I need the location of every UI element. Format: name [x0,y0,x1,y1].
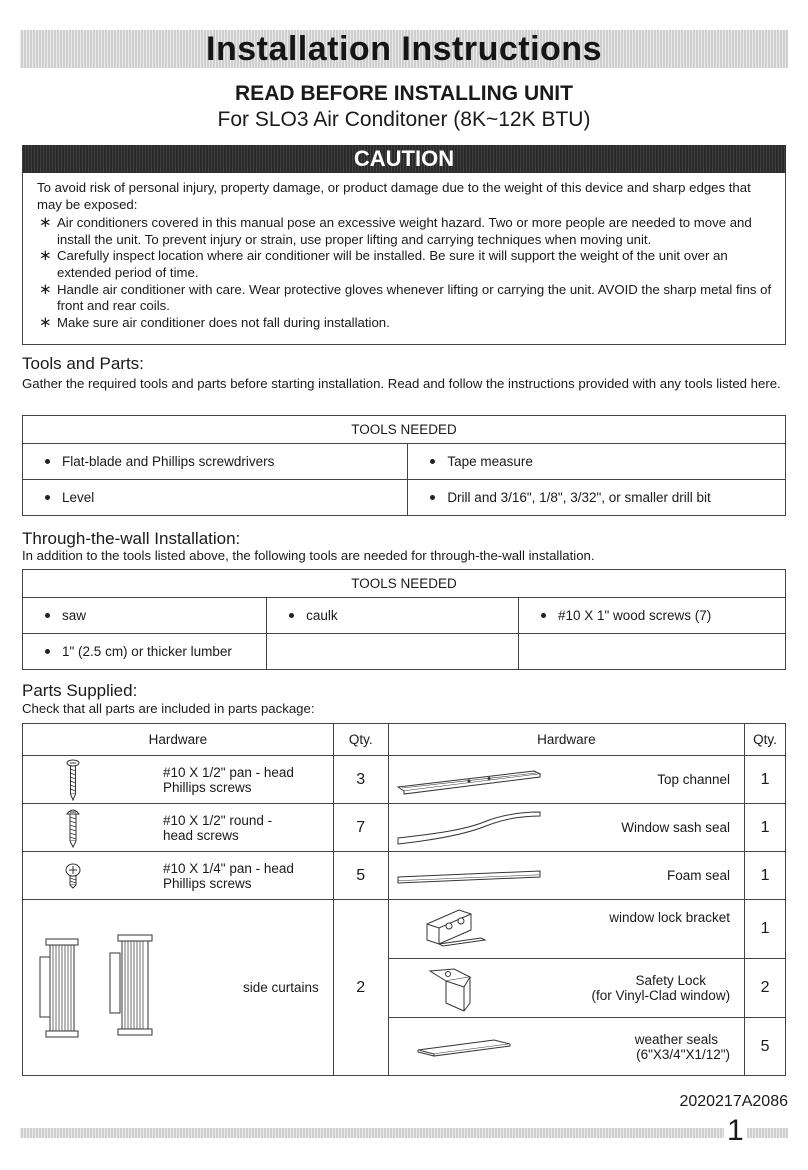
lock-bracket-icon [389,904,519,954]
part-cell [388,756,744,804]
asterisk-icon: ∗ [39,280,52,298]
tools-table-header: TOOLS NEEDED [23,416,786,444]
page-title: Installation Instructions [206,30,602,68]
part-qty: 2 [333,900,388,1076]
caution-banner [22,145,786,173]
part-cell [23,900,334,1076]
tools-parts-text: Gather the required tools and parts before starting installation. Read and follow the instructions provided with any tools listed here. [22,376,781,391]
part-name: #10 X 1/2" round - head screws [163,812,273,843]
part-name-block [539,1032,744,1062]
page-number: 1 [724,1114,747,1148]
through-wall-tools-table [22,569,786,670]
hardware-column-header: Hardware [388,724,744,756]
bullet-icon [45,459,50,464]
tool-item: #10 X 1" wood screws (7) [518,598,785,634]
qty-column-header: Qty. [745,724,786,756]
part-cell [23,756,334,804]
part-qty: 5 [333,852,388,900]
document-number: 2020217A2086 [679,1093,788,1110]
asterisk-icon: ∗ [39,214,52,232]
part-name: side curtains [243,980,319,995]
empty-cell [518,634,785,670]
part-cell [23,852,334,900]
qty-column-header: Qty. [333,724,388,756]
through-wall-text: In addition to the tools listed above, the following tools are needed for through-the-wall installation. [22,548,595,563]
caution-intro: To avoid risk of personal injury, property damage, or product damage due to the weight of this device and sharp edges that may be exposed: [37,180,751,212]
parts-supplied-heading: Parts Supplied: [22,681,138,700]
bullet-icon [289,613,294,618]
bullet-icon [45,649,50,654]
safety-lock-icon [389,963,519,1013]
part-name: Foam seal [667,868,731,883]
bullet-icon [45,613,50,618]
part-cell [388,900,744,959]
part-name: Safety Lock [635,973,707,988]
asterisk-icon: ∗ [39,313,52,331]
tools-table-header: TOOLS NEEDED [23,570,786,598]
part-name-detail: (6"X3/4"X1/12") [636,1046,731,1062]
tool-item: saw [23,598,267,634]
model-subtitle: For SLO3 Air Conditoner (8K~12K BTU) [217,108,591,131]
tool-item: Tape measure [408,444,786,480]
tool-item: caulk [267,598,519,634]
hardware-column-header: Hardware [23,724,334,756]
weather-seal-icon [389,1036,539,1058]
part-qty: 3 [333,756,388,804]
pan-head-screw-icon [23,759,123,801]
round-head-screw-icon [23,808,123,848]
part-qty: 2 [745,959,786,1018]
parts-table [22,723,786,1076]
part-qty: 1 [745,804,786,852]
bullet-icon [430,459,435,464]
through-wall-heading: Through-the-wall Installation: [22,529,241,548]
part-qty: 7 [333,804,388,852]
top-channel-icon [389,765,549,795]
tool-item: Drill and 3/16", 1/8", 3/32", or smaller drill bit [408,480,786,516]
caution-item: ∗ Carefully inspect location where air conditioner will be installed. Be sure it will support the weight of the unit over an extended period of time. [39,247,728,280]
caution-item: ∗ Handle air conditioner with care. Wear protective gloves whenever lifting or carrying the unit. AVOID the sharp metal fins of front and rear coils. [39,280,772,314]
empty-cell [267,634,519,670]
short-screw-icon [23,863,123,889]
part-name: window lock bracket [609,910,731,925]
part-qty: 1 [745,852,786,900]
bullet-icon [45,495,50,500]
part-name: #10 X 1/2" pan - head Phillips screws [163,764,294,795]
part-name: weather seals [634,1031,719,1047]
tools-table [22,415,786,516]
part-name-detail: (for Vinyl-Clad window) [591,988,731,1003]
part-qty: 1 [745,900,786,959]
footer-bar [20,1128,788,1138]
bullet-icon [541,613,546,618]
caution-title: CAUTION [353,146,455,171]
caution-item: ∗ Air conditioners covered in this manual pose an excessive weight hazard. Two or more people are needed to move and install the unit. To prevent injury or strain, use proper lifting and carrying techniques when moving unit. [39,214,752,247]
foam-seal-icon [389,867,549,885]
tool-item: 1" (2.5 cm) or thicker lumber [23,634,267,670]
part-qty: 1 [745,756,786,804]
caution-box [22,173,786,345]
bullet-icon [430,495,435,500]
part-cell [388,852,744,900]
title-banner [20,30,788,68]
part-cell [23,804,334,852]
part-cell [388,804,744,852]
part-name-block [519,973,744,1003]
read-before-heading: READ BEFORE INSTALLING UNIT [235,82,573,105]
part-name: Top channel [657,772,731,787]
caution-list [37,215,773,331]
tool-item: Level [23,480,408,516]
side-curtains-icon [23,933,183,1043]
part-cell [388,1018,744,1076]
sash-seal-icon [389,808,549,848]
tools-parts-heading: Tools and Parts: [22,354,144,373]
part-cell [388,959,744,1018]
asterisk-icon: ∗ [39,247,52,265]
part-qty: 5 [745,1018,786,1076]
part-name: Window sash seal [621,820,731,835]
caution-item: ∗ Make sure air conditioner does not fall during installation. [39,313,390,331]
parts-supplied-text: Check that all parts are included in parts package: [22,701,315,716]
part-name: #10 X 1/4" pan - head Phillips screws [163,860,294,891]
tool-item: Flat-blade and Phillips screwdrivers [23,444,408,480]
